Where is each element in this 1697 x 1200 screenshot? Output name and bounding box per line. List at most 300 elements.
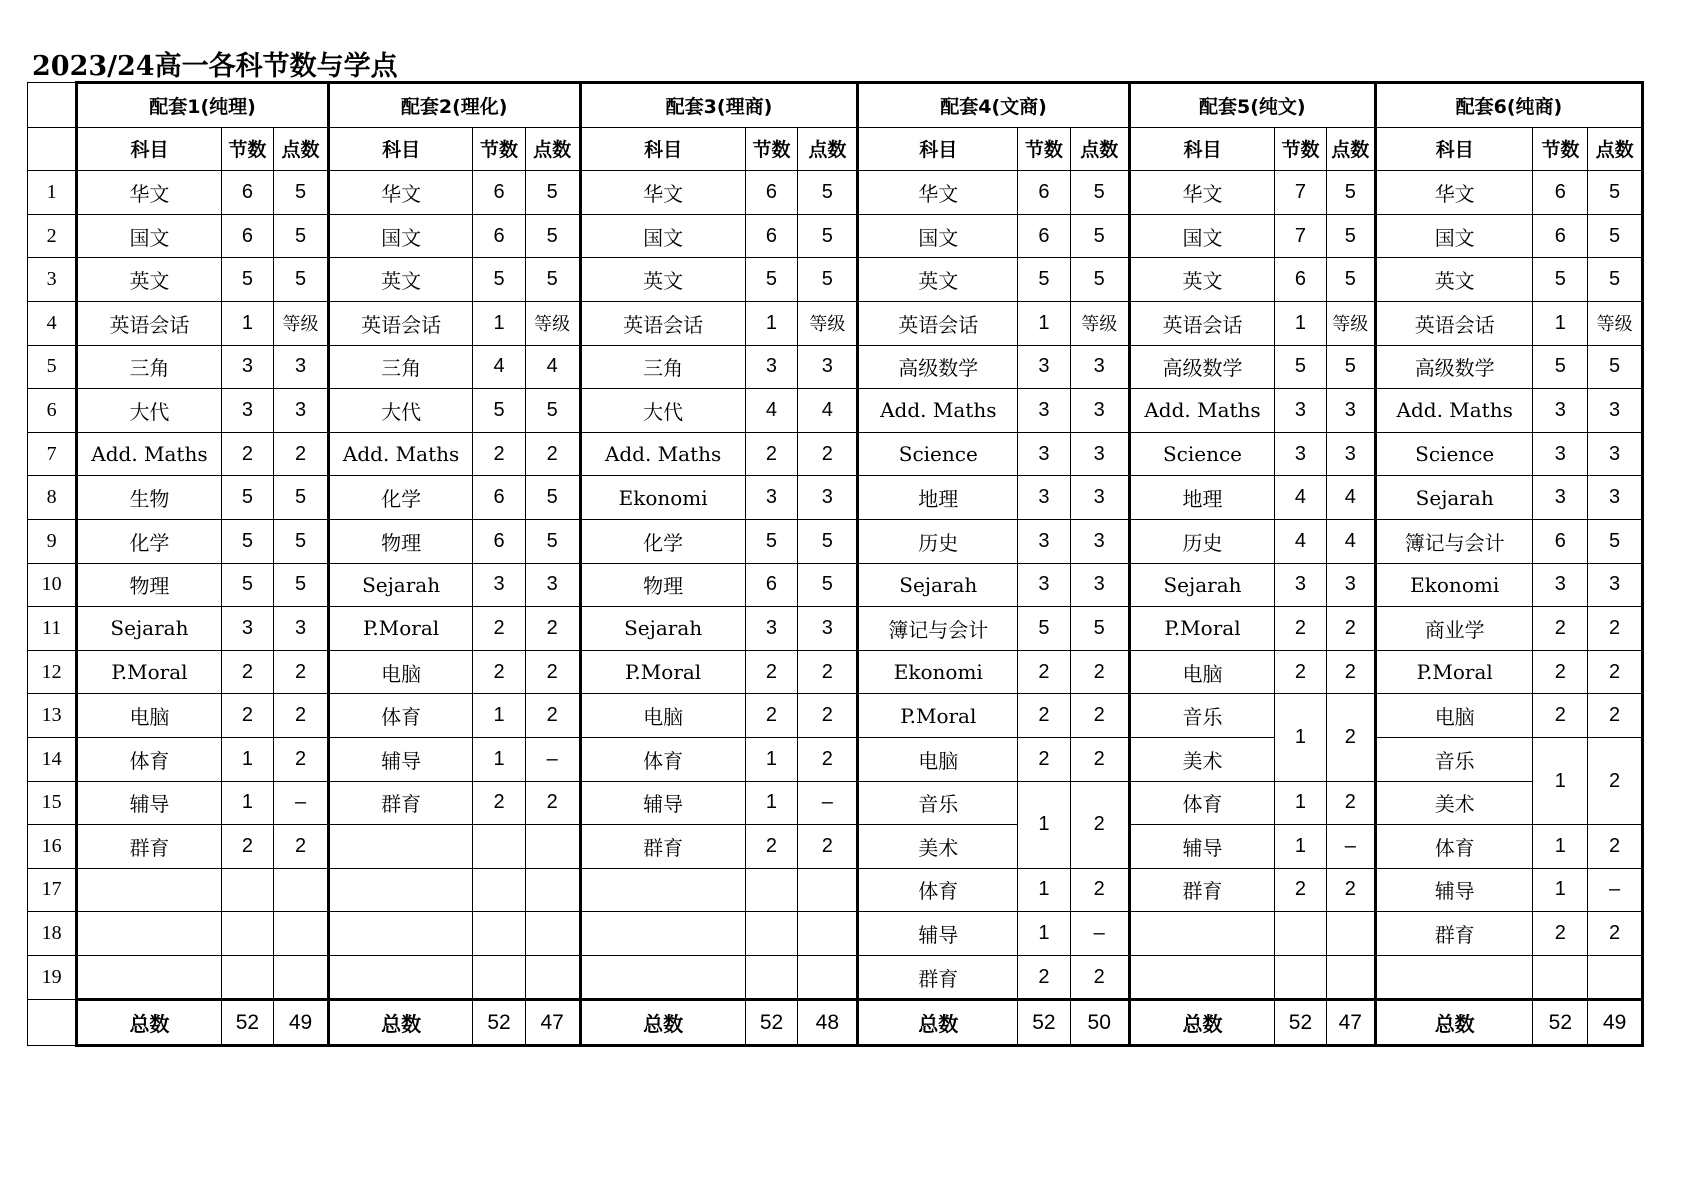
subject-cell: 华文 (77, 171, 221, 215)
points-cell: 5 (1070, 607, 1129, 651)
periods-header: 节数 (1533, 127, 1588, 171)
points-cell: 2 (525, 694, 580, 738)
empty-cell (745, 868, 798, 912)
total-periods: 52 (473, 1000, 526, 1046)
subject-cell: P.Moral (580, 650, 745, 694)
empty-cell (473, 912, 526, 956)
points-cell: 3 (274, 389, 329, 433)
row-number: 7 (28, 432, 77, 476)
points-cell: 3 (1070, 476, 1129, 520)
subject-cell: 物理 (328, 519, 472, 563)
periods-cell: 5 (1275, 345, 1326, 389)
subject-cell: 辅导 (77, 781, 221, 825)
package-title: 配套6(纯商) (1375, 83, 1642, 128)
periods-cell: 3 (221, 345, 274, 389)
empty-cell (77, 912, 221, 956)
periods-cell: 6 (1275, 258, 1326, 302)
periods-cell: 4 (745, 389, 798, 433)
subject-cell: 英语会话 (858, 301, 1018, 345)
subject-header: 科目 (1129, 127, 1275, 171)
empty-cell (745, 955, 798, 1000)
periods-cell: 6 (1533, 171, 1588, 215)
total-periods: 52 (1533, 1000, 1588, 1046)
subject-cell: 群育 (1375, 912, 1533, 956)
corner-cell (28, 83, 77, 128)
points-cell: 3 (1588, 563, 1643, 607)
periods-cell: 2 (1275, 650, 1326, 694)
periods-cell: 5 (1533, 345, 1588, 389)
periods-cell: 1 (1275, 694, 1326, 781)
subject-cell: Sejarah (580, 607, 745, 651)
subject-cell: 高级数学 (858, 345, 1018, 389)
subject-cell: 高级数学 (1129, 345, 1275, 389)
subject-cell: 华文 (858, 171, 1018, 215)
points-cell: 2 (1588, 912, 1643, 956)
subject-cell: P.Moral (1129, 607, 1275, 651)
subject-cell: 国文 (1375, 214, 1533, 258)
points-cell: 5 (525, 214, 580, 258)
corner-cell (28, 127, 77, 171)
subject-cell: 英语会话 (328, 301, 472, 345)
periods-header: 节数 (221, 127, 274, 171)
subject-cell: 英文 (1129, 258, 1275, 302)
points-cell: 3 (1326, 432, 1375, 476)
periods-cell: 5 (1018, 607, 1071, 651)
package-title: 配套2(理化) (328, 83, 580, 128)
points-cell: 2 (1070, 868, 1129, 912)
empty-cell (525, 868, 580, 912)
totals-row (28, 1000, 1643, 1046)
periods-cell: 1 (745, 781, 798, 825)
row-number: 4 (28, 301, 77, 345)
subject-cell: 电脑 (580, 694, 745, 738)
periods-cell: 7 (1275, 171, 1326, 215)
subject-cell: 英语会话 (580, 301, 745, 345)
periods-cell: 2 (1275, 868, 1326, 912)
periods-cell: 4 (1275, 476, 1326, 520)
subject-header: 科目 (580, 127, 745, 171)
package-title: 配套1(纯理) (77, 83, 329, 128)
periods-cell: 6 (1018, 171, 1071, 215)
subject-cell: 历史 (1129, 519, 1275, 563)
subject-cell: 群育 (1129, 868, 1275, 912)
points-cell: 3 (1588, 432, 1643, 476)
points-cell: 2 (1326, 781, 1375, 825)
points-cell: 4 (1326, 476, 1375, 520)
periods-cell: 2 (1018, 955, 1071, 1000)
total-points: 49 (1588, 1000, 1643, 1046)
points-cell: 5 (525, 171, 580, 215)
periods-cell: 3 (1275, 389, 1326, 433)
subject-cell: 英文 (1375, 258, 1533, 302)
periods-cell: 2 (745, 825, 798, 869)
points-cell: 2 (798, 432, 858, 476)
empty-cell (1129, 912, 1275, 956)
points-cell: 2 (274, 694, 329, 738)
subject-cell: 国文 (77, 214, 221, 258)
points-cell: 3 (1588, 389, 1643, 433)
subject-cell: 地理 (858, 476, 1018, 520)
empty-cell (580, 955, 745, 1000)
periods-cell: 1 (473, 694, 526, 738)
points-cell: 5 (798, 258, 858, 302)
subject-cell: 簿记与会计 (1375, 519, 1533, 563)
periods-cell: 3 (1533, 432, 1588, 476)
table-row (28, 868, 1643, 912)
empty-cell (1375, 955, 1533, 1000)
points-cell: 2 (525, 650, 580, 694)
table-row (28, 563, 1643, 607)
points-cell: 2 (274, 737, 329, 781)
empty-cell (580, 868, 745, 912)
periods-cell: 2 (1275, 607, 1326, 651)
points-cell: 5 (525, 519, 580, 563)
periods-cell: 6 (745, 171, 798, 215)
points-header: 点数 (274, 127, 329, 171)
empty-cell (77, 868, 221, 912)
subject-cell: 体育 (1375, 825, 1533, 869)
periods-cell: 3 (221, 389, 274, 433)
periods-cell: 2 (1533, 650, 1588, 694)
points-cell: – (1070, 912, 1129, 956)
empty-cell (1275, 912, 1326, 956)
subject-cell: 化学 (77, 519, 221, 563)
empty-cell (798, 955, 858, 1000)
row-number: 3 (28, 258, 77, 302)
periods-cell: 6 (221, 214, 274, 258)
points-cell: 5 (525, 476, 580, 520)
subject-cell: 三角 (580, 345, 745, 389)
subject-cell: Science (858, 432, 1018, 476)
subject-cell: 高级数学 (1375, 345, 1533, 389)
subject-cell: 国文 (858, 214, 1018, 258)
subject-cell: Add. Maths (77, 432, 221, 476)
subject-cell: 化学 (328, 476, 472, 520)
table-row (28, 607, 1643, 651)
periods-cell: 3 (1018, 389, 1071, 433)
periods-cell: 2 (1018, 650, 1071, 694)
empty-cell (1533, 955, 1588, 1000)
row-number: 5 (28, 345, 77, 389)
periods-cell: 1 (221, 301, 274, 345)
empty-cell (328, 912, 472, 956)
periods-cell: 3 (1533, 389, 1588, 433)
package-title: 配套3(理商) (580, 83, 858, 128)
points-cell: 5 (274, 171, 329, 215)
subject-cell: 电脑 (1375, 694, 1533, 738)
subject-header: 科目 (77, 127, 221, 171)
points-cell: 5 (1588, 258, 1643, 302)
subject-cell: 华文 (580, 171, 745, 215)
points-cell: 2 (798, 650, 858, 694)
points-cell: 5 (525, 389, 580, 433)
subject-cell: 国文 (328, 214, 472, 258)
subject-cell: 历史 (858, 519, 1018, 563)
points-cell: 2 (1588, 607, 1643, 651)
points-cell: 3 (1070, 563, 1129, 607)
points-cell: 2 (1070, 650, 1129, 694)
subject-cell: Sejarah (1129, 563, 1275, 607)
points-cell: 3 (1070, 345, 1129, 389)
table-row (28, 650, 1643, 694)
periods-cell: 2 (221, 694, 274, 738)
row-number: 6 (28, 389, 77, 433)
periods-cell: 4 (473, 345, 526, 389)
points-cell: 5 (525, 258, 580, 302)
points-cell: 5 (1326, 214, 1375, 258)
points-cell: 3 (1070, 389, 1129, 433)
package-header-row (28, 83, 1643, 128)
subject-cell: 体育 (858, 868, 1018, 912)
subject-cell: 三角 (328, 345, 472, 389)
column-header-row (28, 127, 1643, 171)
periods-cell: 3 (1018, 345, 1071, 389)
points-cell: 2 (1326, 868, 1375, 912)
periods-cell: 1 (1533, 301, 1588, 345)
points-cell: 2 (525, 607, 580, 651)
periods-cell: 3 (1018, 476, 1071, 520)
periods-cell: 1 (1018, 912, 1071, 956)
points-cell: – (274, 781, 329, 825)
points-cell: 5 (1588, 171, 1643, 215)
subject-cell: 辅导 (858, 912, 1018, 956)
periods-cell: 1 (1018, 781, 1071, 868)
points-cell: 5 (274, 519, 329, 563)
subject-cell: 群育 (580, 825, 745, 869)
periods-cell: 3 (1018, 432, 1071, 476)
table-row (28, 345, 1643, 389)
subject-cell: 辅导 (328, 737, 472, 781)
points-cell: 2 (274, 825, 329, 869)
periods-cell: 1 (1275, 825, 1326, 869)
page-title: 2023/24高一各科节数与学点 (32, 51, 398, 82)
subject-cell: Science (1375, 432, 1533, 476)
empty-cell (1588, 955, 1643, 1000)
periods-cell: 7 (1275, 214, 1326, 258)
subject-cell: Add. Maths (1375, 389, 1533, 433)
points-header: 点数 (1588, 127, 1643, 171)
points-cell: 3 (798, 607, 858, 651)
periods-cell: 2 (473, 650, 526, 694)
periods-cell: 5 (221, 563, 274, 607)
periods-cell: 1 (745, 301, 798, 345)
empty-cell (221, 912, 274, 956)
subject-cell: 音乐 (1375, 737, 1533, 781)
subject-cell: 英文 (580, 258, 745, 302)
periods-cell: 5 (473, 258, 526, 302)
points-cell: 5 (274, 563, 329, 607)
empty-cell (473, 955, 526, 1000)
periods-cell: 3 (1275, 563, 1326, 607)
row-number: 18 (28, 912, 77, 956)
periods-cell: 3 (1018, 563, 1071, 607)
row-number: 2 (28, 214, 77, 258)
points-header: 点数 (525, 127, 580, 171)
points-cell: 3 (274, 607, 329, 651)
empty-cell (221, 955, 274, 1000)
subject-cell: 物理 (580, 563, 745, 607)
points-cell: 3 (798, 345, 858, 389)
points-cell: 2 (1588, 737, 1643, 824)
points-cell: 3 (798, 476, 858, 520)
table-row (28, 825, 1643, 869)
row-number: 16 (28, 825, 77, 869)
points-cell: 2 (1070, 737, 1129, 781)
points-cell: 4 (1326, 519, 1375, 563)
subject-cell: 大代 (580, 389, 745, 433)
points-cell: 3 (274, 345, 329, 389)
periods-cell: 3 (1533, 476, 1588, 520)
periods-cell: 6 (221, 171, 274, 215)
total-points: 50 (1070, 1000, 1129, 1046)
points-cell: 2 (1588, 825, 1643, 869)
total-periods: 52 (1018, 1000, 1071, 1046)
points-cell: – (1326, 825, 1375, 869)
periods-cell: 4 (1275, 519, 1326, 563)
subject-cell: 国文 (1129, 214, 1275, 258)
periods-cell: 5 (745, 258, 798, 302)
subject-cell: Sejarah (77, 607, 221, 651)
empty-cell (1129, 955, 1275, 1000)
empty-cell (328, 825, 472, 869)
periods-cell: 6 (473, 519, 526, 563)
subject-cell: P.Moral (328, 607, 472, 651)
row-number: 9 (28, 519, 77, 563)
subject-cell: 物理 (77, 563, 221, 607)
subject-cell: 商业学 (1375, 607, 1533, 651)
subject-cell: 体育 (77, 737, 221, 781)
points-cell: 4 (525, 345, 580, 389)
table-row (28, 955, 1643, 1000)
subject-cell: 地理 (1129, 476, 1275, 520)
points-cell: 3 (1070, 432, 1129, 476)
subject-cell: 体育 (580, 737, 745, 781)
total-label: 总数 (858, 1000, 1018, 1046)
subject-cell: 华文 (1375, 171, 1533, 215)
points-cell: – (1588, 868, 1643, 912)
row-number: 11 (28, 607, 77, 651)
table-row (28, 214, 1643, 258)
subject-cell: 美术 (858, 825, 1018, 869)
subject-cell: 群育 (328, 781, 472, 825)
periods-cell: 6 (473, 476, 526, 520)
periods-cell: 2 (745, 694, 798, 738)
subject-cell: Add. Maths (858, 389, 1018, 433)
subject-cell: Sejarah (858, 563, 1018, 607)
periods-cell: 2 (221, 650, 274, 694)
total-periods: 52 (1275, 1000, 1326, 1046)
periods-cell: 3 (1018, 519, 1071, 563)
periods-cell: 1 (221, 781, 274, 825)
periods-cell: 1 (1533, 737, 1588, 824)
points-cell: – (525, 737, 580, 781)
periods-cell: 5 (221, 519, 274, 563)
table-row (28, 432, 1643, 476)
periods-cell: 6 (473, 214, 526, 258)
row-number: 14 (28, 737, 77, 781)
periods-cell: 2 (745, 650, 798, 694)
total-points: 47 (525, 1000, 580, 1046)
periods-cell: 6 (745, 214, 798, 258)
periods-cell: 2 (473, 607, 526, 651)
subject-cell: 美术 (1375, 781, 1533, 825)
row-number: 13 (28, 694, 77, 738)
package-title: 配套4(文商) (858, 83, 1129, 128)
subject-cell: 电脑 (328, 650, 472, 694)
points-cell: 2 (274, 650, 329, 694)
row-number: 12 (28, 650, 77, 694)
empty-cell (221, 868, 274, 912)
subject-cell: 英文 (858, 258, 1018, 302)
subjects-table (27, 81, 1644, 1047)
subject-cell: 华文 (328, 171, 472, 215)
subject-cell: 英文 (328, 258, 472, 302)
periods-cell: 2 (221, 825, 274, 869)
periods-cell: 1 (1533, 868, 1588, 912)
points-cell: 2 (1070, 955, 1129, 1000)
periods-cell: 2 (745, 432, 798, 476)
points-cell: 等级 (798, 301, 858, 345)
empty-cell (580, 912, 745, 956)
table-row (28, 301, 1643, 345)
empty-cell (328, 868, 472, 912)
points-cell: 5 (1326, 345, 1375, 389)
total-label: 总数 (1129, 1000, 1275, 1046)
points-cell: 3 (1588, 476, 1643, 520)
empty-cell (1275, 955, 1326, 1000)
periods-cell: 6 (745, 563, 798, 607)
table-row (28, 781, 1643, 825)
empty-cell (798, 912, 858, 956)
row-number: 8 (28, 476, 77, 520)
empty-cell (473, 868, 526, 912)
periods-cell: 3 (1533, 563, 1588, 607)
empty-cell (77, 955, 221, 1000)
empty-cell (274, 868, 329, 912)
subject-cell: 英语会话 (1129, 301, 1275, 345)
periods-cell: 5 (221, 476, 274, 520)
periods-cell: 3 (745, 607, 798, 651)
empty-cell (1326, 912, 1375, 956)
points-cell: 5 (1070, 214, 1129, 258)
periods-cell: 2 (473, 432, 526, 476)
subject-cell: 辅导 (1375, 868, 1533, 912)
points-cell: 5 (274, 258, 329, 302)
table-row (28, 912, 1643, 956)
points-cell: 2 (798, 825, 858, 869)
subject-cell: Sejarah (328, 563, 472, 607)
points-cell: 5 (1070, 258, 1129, 302)
subject-header: 科目 (858, 127, 1018, 171)
periods-header: 节数 (745, 127, 798, 171)
periods-cell: 2 (221, 432, 274, 476)
points-cell: 2 (274, 432, 329, 476)
row-number: 1 (28, 171, 77, 215)
points-cell: 4 (798, 389, 858, 433)
points-cell: 5 (1326, 258, 1375, 302)
periods-cell: 2 (1533, 694, 1588, 738)
periods-cell: 5 (1018, 258, 1071, 302)
points-cell: 2 (1326, 607, 1375, 651)
subject-cell: Ekonomi (1375, 563, 1533, 607)
subject-cell: 群育 (858, 955, 1018, 1000)
subject-cell: 电脑 (858, 737, 1018, 781)
periods-cell: 1 (745, 737, 798, 781)
empty-cell (328, 955, 472, 1000)
subject-header: 科目 (328, 127, 472, 171)
total-points: 47 (1326, 1000, 1375, 1046)
periods-cell: 1 (473, 301, 526, 345)
